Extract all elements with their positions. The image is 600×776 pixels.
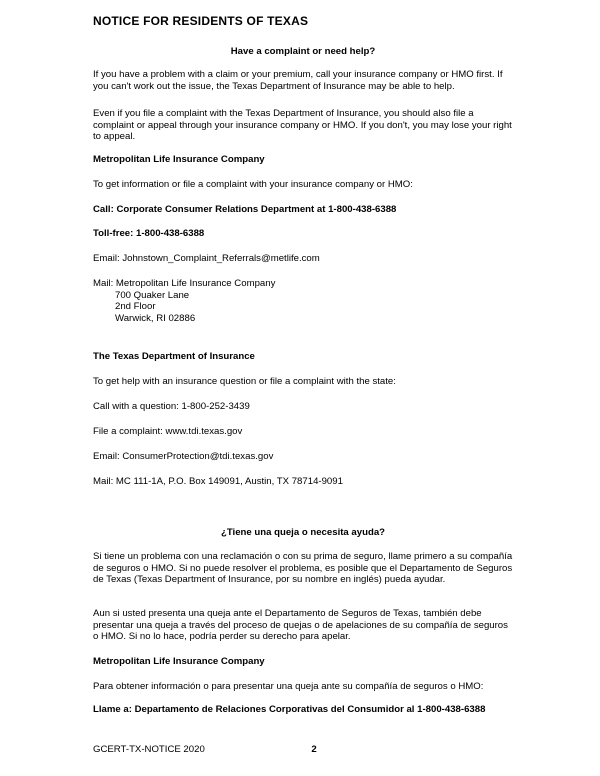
- metlife-mail-block: [93, 278, 513, 325]
- metlife-mail-line-1: Mail: Metropolitan Life Insurance Company: [93, 278, 276, 289]
- tdi-section-heading: The Texas Department of Insurance: [93, 351, 255, 362]
- tdi-intro: To get help with an insurance question or file a complaint with the state:: [93, 376, 396, 387]
- spanish-section-heading: ¿Tiene una queja o necesita ayuda?: [220, 527, 386, 538]
- metlife-intro: To get information or file a complaint with your insurance company or HMO:: [93, 179, 413, 190]
- spanish-metlife-heading: Metropolitan Life Insurance Company: [93, 656, 265, 667]
- metlife-email-line: Email: Johnstown_Complaint_Referrals@metlife.com: [93, 253, 320, 264]
- tdi-email-line: Email: ConsumerProtection@tdi.texas.gov: [93, 451, 274, 462]
- english-section-heading: Have a complaint or need help?: [230, 46, 376, 57]
- spanish-call-line: Llame a: Departamento de Relaciones Corporativas del Consumidor al 1-800-438-6388: [93, 704, 486, 715]
- footer-doc-id: GCERT-TX-NOTICE 2020: [93, 744, 205, 755]
- tdi-call-line: Call with a question: 1-800-252-3439: [93, 401, 250, 412]
- metlife-mail-line-3: 2nd Floor: [115, 301, 156, 313]
- metlife-tollfree-line: Toll-free: 1-800-438-6388: [93, 228, 205, 239]
- metlife-mail-line-4: Warwick, RI 02886: [115, 313, 196, 325]
- spanish-para-1: Si tiene un problema con una reclamación o con su prima de seguro, llame primero a su compañía de seguros o HMO. Si no puede resolver el problema, es posible que el Departamento de Seguros de Texas (Texas Department of Insurance, por su nombre en inglés) pueda ayudar.: [93, 551, 513, 586]
- tdi-mail-line: Mail: MC 111-1A, P.O. Box 149091, Austin, TX 78714-9091: [93, 476, 343, 487]
- tdi-file-complaint-line: File a complaint: www.tdi.texas.gov: [93, 426, 243, 437]
- metlife-call-line: Call: Corporate Consumer Relations Department at 1-800-438-6388: [93, 204, 397, 215]
- spanish-metlife-intro: Para obtener información o para presentar una queja ante su compañía de seguros o HMO:: [93, 681, 484, 692]
- metlife-company-heading: Metropolitan Life Insurance Company: [93, 154, 265, 165]
- footer-page-number: 2: [311, 744, 317, 755]
- english-para-2: Even if you file a complaint with the Texas Department of Insurance, you should also file a complaint or appeal through your insurance company or HMO. If you don't, you may lose your right to appeal.: [93, 108, 512, 143]
- metlife-mail-line-2: 700 Quaker Lane: [115, 289, 190, 301]
- spanish-para-2: Aun si usted presenta una queja ante el Departamento de Seguros de Texas, también debe presentar una queja a través del proceso de quejas o de apelaciones de su compañía de seguros o HMO. Si no lo hace, podría perder su derecho para apelar.: [93, 608, 508, 643]
- english-para-1: If you have a problem with a claim or your premium, call your insurance company or HMO first. If you can't work out the issue, the Texas Department of Insurance may be able to help.: [93, 69, 503, 92]
- page-title: NOTICE FOR RESIDENTS OF TEXAS: [93, 14, 309, 28]
